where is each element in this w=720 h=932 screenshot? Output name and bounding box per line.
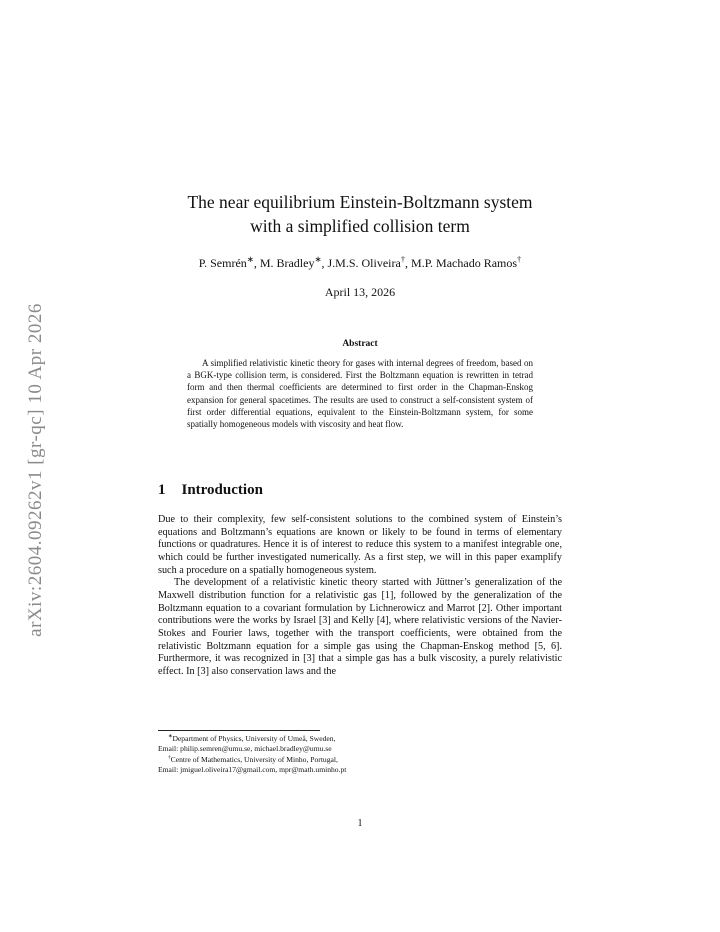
footnote-email: Email: philip.semren@umu.se, michael.bradley@umu.se	[158, 744, 332, 754]
author-name: P. Semrén	[198, 256, 247, 270]
abstract-heading: Abstract	[342, 339, 378, 349]
arxiv-identifier-stamp: arXiv:2604.09262v1 [gr-qc] 10 Apr 2026	[25, 303, 46, 637]
paragraph: Due to their complexity, few self-consistent solutions to the combined system of Einstein’s equations and Boltzmann’s equations are known or likely to be found in terms of elementary functions or quadratures. Hence it is of interest to reduce this system to a manifest integrable one, which could be further investigated numerically. As a first step, we will in this paper examplify such a procedure on a spatially homogeneous system.	[158, 514, 562, 576]
section-title: Introduction	[181, 482, 263, 498]
paragraph: The development of a relativistic kinetic theory started with Jüttner’s generalization of the Maxwell distribution function for a relativistic gas [1], followed by the generalization of the Boltzmann equation to a covariant formulation by Lichnerowicz and Marrot [2]. Other important contributions were the works by Israel [3] and Kelly [4], where relativistic versions of the Navier-Stokes and Fourier laws, together with the transport coefficients, were obtained from the relativistic Boltzmann equation for a simple gas using the Chapman-Enskog method [5, 6]. Furthermore, it was recognized in [3] that a simple gas has a bulk viscosity, a purely relativistic effect. In [3] also conservation laws and the	[158, 577, 562, 677]
footnote-mark: ∗	[168, 733, 173, 740]
author-name: M. Bradley	[259, 256, 315, 270]
affiliation-mark: ∗	[246, 255, 254, 264]
author-separator: ,	[253, 256, 260, 270]
author-name: J.M.S. Oliveira	[327, 256, 401, 270]
author-separator: ,	[321, 256, 328, 270]
footnotes	[158, 734, 562, 775]
footnote-email: Email: jmiguel.oliveira17@gmail.com, mpr@math.uminho.pt	[158, 764, 347, 774]
author-name: M.P. Machado Ramos	[411, 256, 518, 270]
introduction-body	[158, 514, 562, 679]
paper-title	[150, 190, 570, 238]
affiliation-mark: †	[400, 255, 406, 264]
section-number: 1	[158, 482, 166, 498]
title-line-1: The near equilibrium Einstein-Boltzmann system	[187, 192, 533, 212]
abstract-text: A simplified relativistic kinetic theory for gases with internal degrees of freedom, based on a BGK-type collision term, is considered. First the Boltzmann equation is rewritten in tetrad form and then thermal coefficients are determined to first order in the Chapman-Enskog expansion for general spacetimes. The results are used to construct a self-consistent system of first order differential equations, equivalent to the Einstein-Boltzmann system, for some spatially homogeneous models with viscosity and heat flow.	[187, 358, 533, 430]
publication-date: April 13, 2026	[324, 285, 396, 299]
affiliation-mark: ∗	[314, 255, 322, 264]
affiliation-mark: †	[517, 255, 522, 264]
author-list	[140, 256, 580, 271]
section-heading	[158, 482, 263, 499]
author-separator: ,	[405, 256, 412, 270]
footnote-divider	[158, 730, 320, 731]
footnote-affiliation: ∗Department of Physics, University of Umeå, Sweden,	[168, 733, 336, 743]
footnote-affiliation: †Centre of Mathematics, University of Minho, Portugal,	[168, 754, 338, 764]
footnote-mark: †	[168, 754, 171, 761]
page-number: 1	[357, 818, 363, 829]
title-line-2: with a simplified collision term	[250, 216, 470, 236]
